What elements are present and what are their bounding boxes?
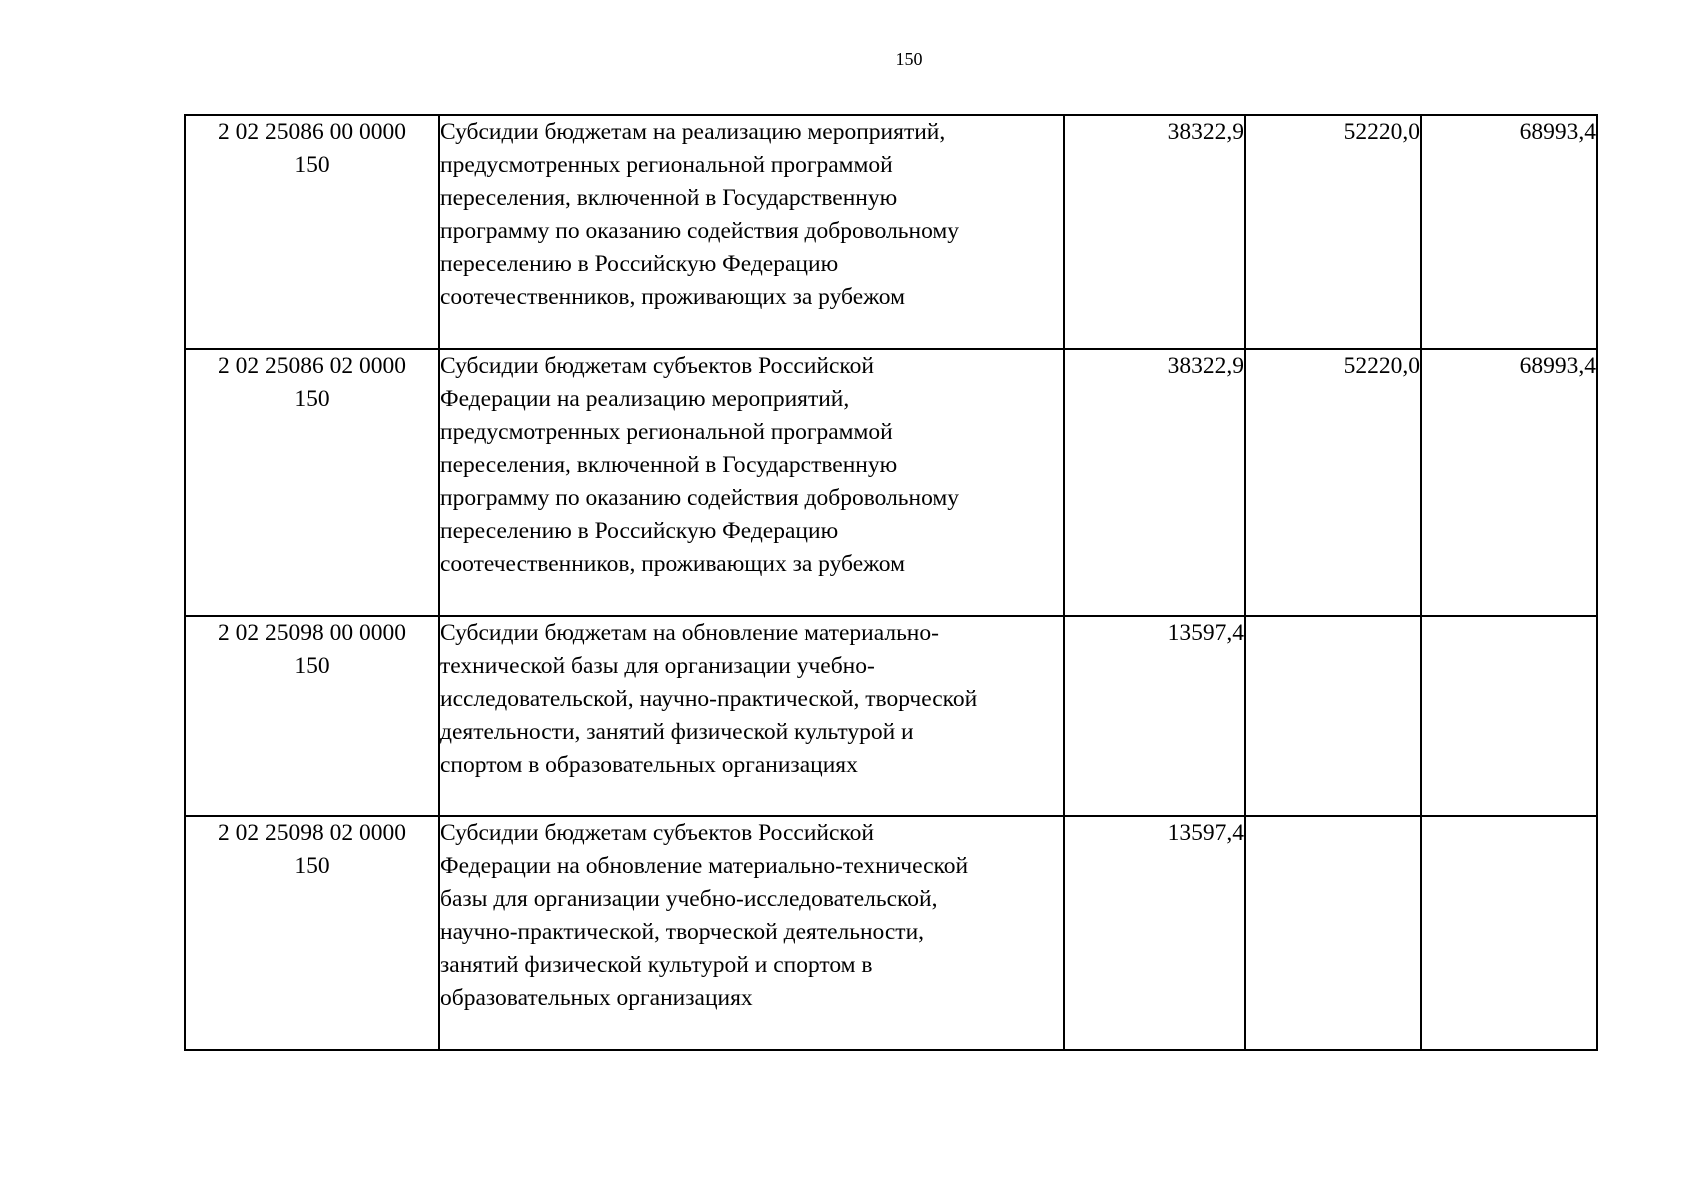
table-row xyxy=(185,816,1597,1050)
description-line: переселению в Российскую Федерацию xyxy=(440,251,839,277)
value-cell-3: 68993,4 xyxy=(1421,115,1597,349)
value-cell-3 xyxy=(1421,816,1597,1050)
description-line: образовательных организациях xyxy=(440,985,753,1011)
budget-code-line: 150 xyxy=(294,386,330,412)
value-cell-2: 52220,0 xyxy=(1245,115,1421,349)
budget-code-line: 150 xyxy=(294,653,330,679)
description-line: Федерации на реализацию мероприятий, xyxy=(440,386,850,412)
budget-code-cell xyxy=(185,816,439,1050)
budget-code-line: 2 02 25086 02 0000 xyxy=(218,353,406,379)
description-cell xyxy=(439,115,1064,349)
description-line: предусмотренных региональной программой xyxy=(440,152,893,178)
description-line: Субсидии бюджетам субъектов Российской xyxy=(440,820,874,846)
budget-table xyxy=(184,114,1598,1051)
description-line: спортом в образовательных организациях xyxy=(440,752,858,778)
description-line: исследовательской, научно-практической, творческой xyxy=(440,686,978,712)
description-cell xyxy=(439,816,1064,1050)
description-line: базы для организации учебно-исследовательской, xyxy=(440,886,938,912)
description-cell xyxy=(439,616,1064,816)
description-line: Субсидии бюджетам на обновление материально- xyxy=(440,620,939,646)
budget-code-cell xyxy=(185,349,439,616)
value-cell-3 xyxy=(1421,616,1597,816)
value-cell-1: 38322,9 xyxy=(1064,115,1245,349)
description-line: Федерации на обновление материально-технической xyxy=(440,853,969,879)
description-line: деятельности, занятий физической культурой и xyxy=(440,719,914,745)
description-cell xyxy=(439,349,1064,616)
value-cell-3: 68993,4 xyxy=(1421,349,1597,616)
budget-code-line: 2 02 25098 00 0000 xyxy=(218,620,406,646)
value-cell-2 xyxy=(1245,616,1421,816)
value-cell-1: 38322,9 xyxy=(1064,349,1245,616)
description-line: программу по оказанию содействия добровольному xyxy=(440,218,960,244)
description-line: переселения, включенной в Государственную xyxy=(440,185,898,211)
description-line: предусмотренных региональной программой xyxy=(440,419,893,445)
description-line: занятий физической культурой и спортом в xyxy=(440,952,873,978)
table-row xyxy=(185,115,1597,349)
description-line: переселения, включенной в Государственную xyxy=(440,452,898,478)
description-line: технической базы для организации учебно- xyxy=(440,653,875,679)
page-number: 150 xyxy=(895,49,923,69)
table-row xyxy=(185,349,1597,616)
budget-code-cell xyxy=(185,616,439,816)
value-cell-2: 52220,0 xyxy=(1245,349,1421,616)
description-line: переселению в Российскую Федерацию xyxy=(440,518,839,544)
value-cell-1: 13597,4 xyxy=(1064,616,1245,816)
value-cell-2 xyxy=(1245,816,1421,1050)
description-line: Субсидии бюджетам на реализацию мероприятий, xyxy=(440,119,946,145)
value-cell-1: 13597,4 xyxy=(1064,816,1245,1050)
description-line: соотечественников, проживающих за рубежом xyxy=(440,551,905,577)
budget-code-line: 2 02 25098 02 0000 xyxy=(218,820,406,846)
budget-code-cell xyxy=(185,115,439,349)
budget-code-line: 2 02 25086 00 0000 xyxy=(218,119,406,145)
description-line: Субсидии бюджетам субъектов Российской xyxy=(440,353,874,379)
table-row xyxy=(185,616,1597,816)
description-line: программу по оказанию содействия добровольному xyxy=(440,485,960,511)
description-line: соотечественников, проживающих за рубежом xyxy=(440,284,905,310)
budget-code-line: 150 xyxy=(294,853,330,879)
budget-code-line: 150 xyxy=(294,152,330,178)
description-line: научно-практической, творческой деятельности, xyxy=(440,919,925,945)
